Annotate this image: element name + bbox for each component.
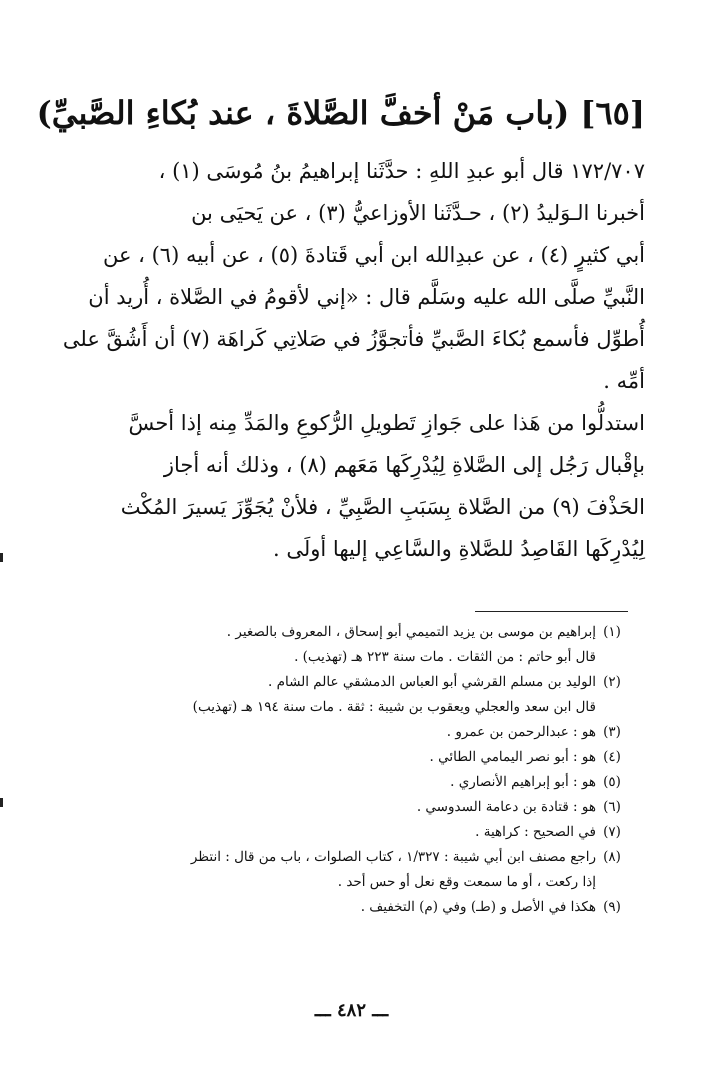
footnote-number: (٣)	[603, 724, 621, 740]
footnote-text: راجع مصنف ابن أبي شيبة : ١/٣٢٧ ، كتاب الصلوات ، باب من قال : انتظر	[190, 849, 596, 865]
footnote	[95, 770, 628, 795]
chapter-heading: [٦٥] (باب مَنْ أخفَّ الصَّلاةَ ، عند بُكاءِ الصَّبيِّ)	[36, 94, 645, 132]
footnote-number: (١)	[603, 624, 621, 640]
footnote-number: (٨)	[603, 849, 621, 865]
footnotes	[95, 620, 628, 920]
footnote-text: هكذا في الأصل و (طـ) وفي (م) التخفيف .	[360, 899, 596, 915]
text-line: بإقْبال رَجُل إلى الصَّلاةِ لِيُدْرِكَها مَعَهم (٨) ، وذلك أنه أجاز	[163, 453, 645, 477]
footnote-number: (٤)	[603, 749, 621, 765]
footnote	[95, 720, 628, 745]
hadith-paragraph	[58, 150, 645, 402]
footnote-text: هو : قتادة بن دعامة السدوسي .	[416, 799, 596, 815]
text-line: لِيُدْرِكَها القَاصِدُ للصَّلاةِ والسَّاعِي إليها أولَى .	[273, 537, 645, 561]
footnote-text: في الصحيح : كراهية .	[475, 824, 596, 840]
text-line: أمِّه .	[603, 369, 645, 393]
page-number: ـــ ٤٨٢ ـــ	[314, 1000, 389, 1021]
commentary-paragraph	[58, 402, 645, 570]
footnote	[95, 670, 628, 720]
footnote-number: (٧)	[603, 824, 621, 840]
footnote-text: هو : أبو نصر اليمامي الطائي .	[429, 749, 596, 765]
footnote-text: هو : أبو إبراهيم الأنصاري .	[450, 774, 596, 790]
scan-edge-mark	[0, 553, 3, 562]
footnote	[95, 745, 628, 770]
footnote-text: قال ابن سعد والعجلي ويعقوب بن شيبة : ثقة . مات سنة ١٩٤ هـ (تهذيب)	[192, 699, 596, 715]
text-line: أُطوِّل فأسمع بُكاءَ الصَّبيِّ فأتجوَّزُ في صَلاتِي كَراهَة (٧) أن أَشُقَّ على	[62, 327, 645, 351]
footnote-text: الوليد بن مسلم القرشي أبو العباس الدمشقي عالم الشام .	[268, 674, 596, 690]
footnote-text: إذا ركعت ، أو ما سمعت وقع نعل أو حس أحد .	[337, 874, 596, 890]
footnote-text: إبراهيم بن موسى بن يزيد التميمي أبو إسحاق ، المعروف بالصغير .	[226, 624, 596, 640]
footnote	[95, 820, 628, 845]
footnote	[95, 845, 628, 895]
footnote-number: (٥)	[603, 774, 621, 790]
text-line: الحَذْفَ (٩) من الصَّلاة بِسَبَبِ الصَّبِيِّ ، فلأنْ يُجَوِّزَ يَسيرَ المُكْث	[120, 495, 645, 519]
text-line: ١٧٢/٧٠٧ قال أبو عبدِ اللهِ : حدَّثَنا إبراهيمُ بنُ مُوسَى (١) ،	[158, 159, 645, 183]
footnote	[95, 895, 628, 920]
text-line: استدلُّوا من هَذا على جَوازِ تَطويلِ الرُّكوعِ والمَدِّ مِنه إذا أحسَّ	[128, 411, 645, 435]
footnote	[95, 620, 628, 670]
footnote-number: (٦)	[603, 799, 621, 815]
text-line: النَّبيِّ صلَّى الله عليه وسَلَّم قال : «إني لأقومُ في الصَّلاة ، أُريد أن	[88, 285, 645, 309]
footnote-separator	[475, 611, 628, 612]
scan-edge-mark	[0, 798, 3, 807]
text-line: أخبرنا الـوَليدُ (٢) ، حـدَّثَنا الأوزاعيُّ (٣) ، عن يَحيَى بن	[191, 201, 645, 225]
footnote	[95, 795, 628, 820]
footnote-text: هو : عبدالرحمن بن عمرو .	[446, 724, 596, 740]
text-line: أبي كثيرٍ (٤) ، عن عبدِالله ابن أبي قَتادةَ (٥) ، عن أبيه (٦) ، عن	[102, 243, 645, 267]
footnote-number: (٩)	[603, 899, 621, 915]
footnote-text: قال أبو حاتم : من الثقات . مات سنة ٢٢٣ هـ (تهذيب) .	[294, 649, 596, 665]
footnote-number: (٢)	[603, 674, 621, 690]
